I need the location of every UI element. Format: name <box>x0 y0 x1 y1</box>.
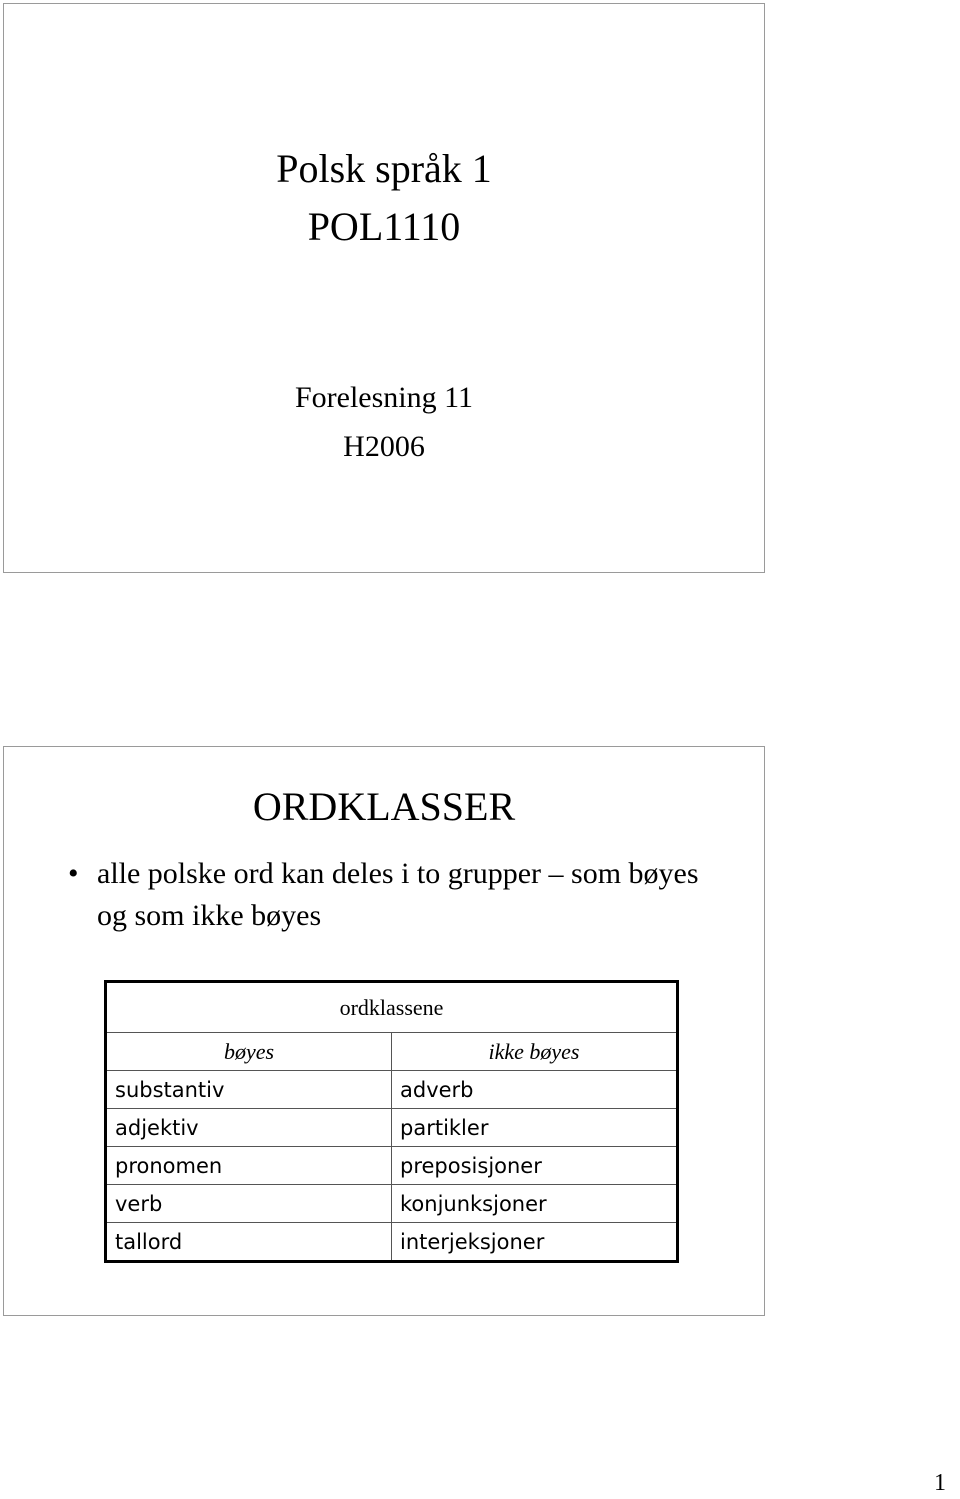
table-cell-right: konjunksjoner <box>392 1185 678 1223</box>
slide-1 <box>3 3 765 573</box>
slide-1-subtitle-line-2: H2006 <box>343 430 425 463</box>
table-row <box>106 1147 678 1185</box>
table-header-row <box>106 982 678 1033</box>
bullet-text: alle polske ord kan deles i to grupper – som bøyes og som ikke bøyes <box>97 857 699 932</box>
table-cell-right: preposisjoner <box>392 1147 678 1185</box>
slide-1-subtitle-line-1: Forelesning 11 <box>294 381 474 414</box>
table-cell-left: tallord <box>106 1223 392 1262</box>
table-cell-left: pronomen <box>106 1147 392 1185</box>
table-row <box>106 1109 678 1147</box>
table-cell-right: partikler <box>392 1109 678 1147</box>
group-label-uninflected: ikke bøyes <box>392 1033 678 1071</box>
table-cell-right: adverb <box>392 1071 678 1109</box>
word-class-table <box>104 980 679 1263</box>
table-cell-left: verb <box>106 1185 392 1223</box>
table-row <box>106 1185 678 1223</box>
table-row <box>106 1071 678 1109</box>
table-group-row <box>106 1033 678 1071</box>
bullet-icon: • <box>68 857 79 890</box>
slide-2 <box>3 746 765 1316</box>
table-row <box>106 1223 678 1262</box>
slide-1-title-line-2: POL1110 <box>307 204 461 249</box>
page-number: 1 <box>934 1470 946 1496</box>
table-header: ordklassene <box>339 994 444 1020</box>
table-cell-left: adjektiv <box>106 1109 392 1147</box>
slide-1-title-line-1: Polsk språk 1 <box>276 146 492 191</box>
table-cell-left: substantiv <box>106 1071 392 1109</box>
table-cell-right: interjeksjoner <box>392 1223 678 1262</box>
slide-2-title: ORDKLASSER <box>252 784 516 829</box>
group-label-inflected: bøyes <box>106 1033 392 1071</box>
